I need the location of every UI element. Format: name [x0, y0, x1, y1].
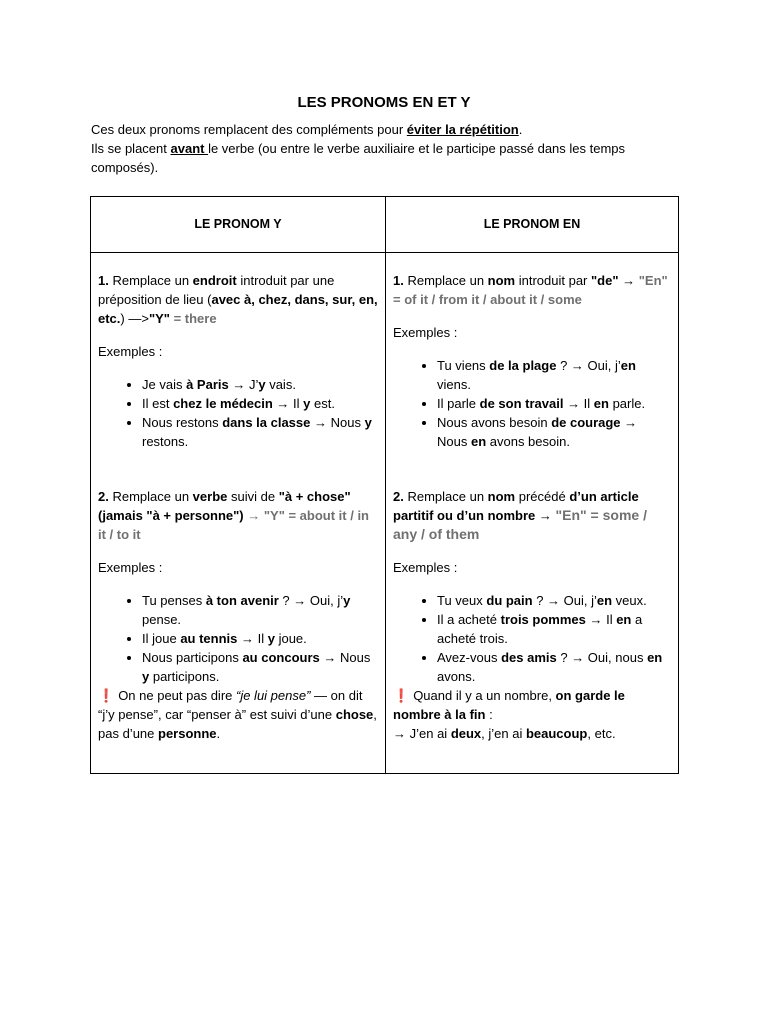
y-rule-2	[91, 481, 385, 773]
en-rule-1	[386, 253, 678, 481]
list-item: • Nous restons dans la classe → Nous y restons.	[142, 413, 378, 451]
list-item: • Je vais à Paris → J’y vais.	[142, 375, 378, 394]
y-rule-1-examples-label: Exemples :	[98, 344, 163, 359]
column-pronom-en	[386, 253, 679, 774]
en-rule-2-examples	[393, 591, 671, 686]
en-rule-1-examples-label: Exemples :	[393, 325, 458, 340]
list-item: • Il parle de son travail → Il en parle.	[437, 394, 671, 413]
list-item: • Il a acheté trois pommes → Il en a acheté trois.	[437, 610, 671, 648]
list-item: • Il est chez le médecin → Il y est.	[142, 394, 378, 413]
y-rule-2-examples-label: Exemples :	[98, 560, 163, 575]
en-rule-1-examples	[393, 356, 671, 451]
column-pronom-y	[91, 253, 386, 774]
en-rule-1-text: 1. Remplace un nom introduit par "de" → "En" = of it / from it / about it / some	[393, 273, 668, 307]
intro-line-2: Ils se placent avant le verbe (ou entre le verbe auxiliaire et le participe passé dans les temps composés).	[91, 141, 626, 175]
list-item: • Tu viens de la plage ? → Oui, j’en viens.	[437, 356, 671, 394]
intro-line-1: Ces deux pronoms remplacent des compléments pour éviter la répétition.	[91, 122, 523, 137]
list-item: • Tu penses à ton avenir ? → Oui, j’y pense.	[142, 591, 378, 629]
exclamation-icon: ❗	[393, 688, 410, 703]
list-item: • Avez-vous des amis ? → Oui, nous en avons.	[437, 648, 671, 686]
en-rule-2	[386, 481, 678, 773]
en-rule-2-examples-label: Exemples :	[393, 560, 458, 575]
y-rule-2-examples	[98, 591, 378, 686]
list-item: • Nous avons besoin de courage → Nous en avons besoin.	[437, 413, 671, 451]
pronoun-table	[90, 196, 679, 774]
list-item: • Il joue au tennis → Il y joue.	[142, 629, 378, 648]
header-pronom-y: LE PRONOM Y	[91, 197, 386, 253]
y-warning-note: ❗ On ne peut pas dire “je lui pense” — on dit “j’y pense”, car “penser à” est suivi d’une chose, pas d’une personne.	[98, 688, 377, 741]
y-rule-2-text: 2. Remplace un verbe suivi de "à + chose" (jamais "à + personne") → "Y" = about it / in it / to it	[98, 489, 370, 542]
intro-paragraph	[91, 120, 681, 177]
en-rule-2-text: 2. Remplace un nom précédé d’un article partitif ou d’un nombre → "En" = some / any / of them	[393, 489, 647, 542]
table-header-row	[91, 197, 679, 253]
y-rule-1-examples	[98, 375, 378, 451]
document-title: LES PRONOMS EN ET Y	[297, 94, 471, 111]
y-rule-1-text: 1. Remplace un endroit introduit par une préposition de lieu (avec à, chez, dans, sur, en, etc.) —>"Y" = there	[98, 273, 378, 326]
y-rule-1	[91, 253, 385, 481]
exclamation-icon: ❗	[98, 688, 115, 703]
list-item: • Nous participons au concours → Nous y participons.	[142, 648, 378, 686]
en-warning-note: ❗ Quand il y a un nombre, on garde le nombre à la fin : → J’en ai deux, j’en ai beaucoup, etc.	[393, 688, 625, 741]
header-pronom-en: LE PRONOM EN	[386, 197, 679, 253]
list-item: • Tu veux du pain ? → Oui, j’en veux.	[437, 591, 671, 610]
table-body-row	[91, 253, 679, 774]
